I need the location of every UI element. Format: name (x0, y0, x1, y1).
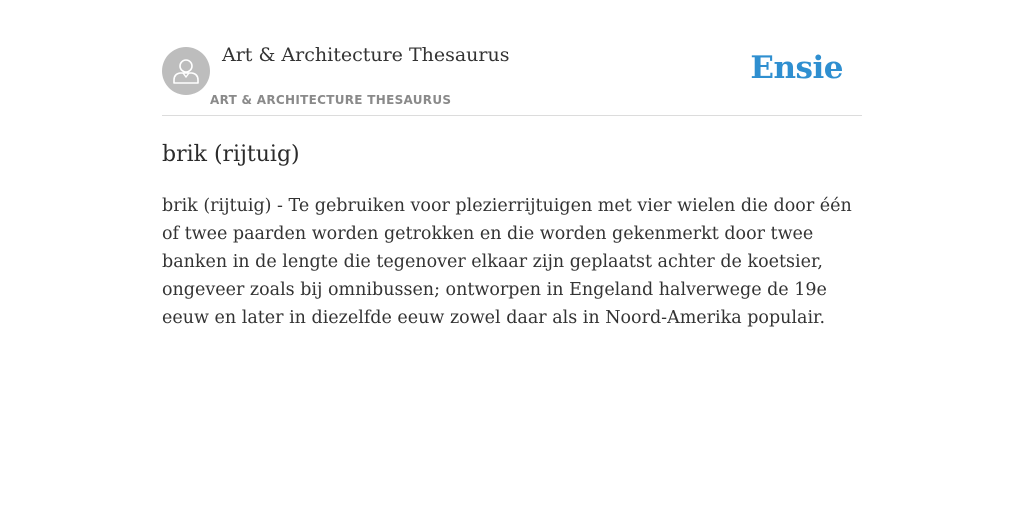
user-avatar-icon (162, 47, 210, 95)
source-header (162, 0, 862, 116)
entry-title: brik (rijtuig) (162, 142, 300, 167)
entry-definition: brik (rijtuig) - Te gebruiken voor plezierrijtuigen met vier wielen die door één of twee paarden worden getrokken en die worden gekenmerkt door twee banken in de lengte die tegenover elkaar zijn geplaatst achter de koetsier, ongeveer zoals bij omnibussen; ontworpen in Engeland halverwege de 19e eeuw en later in diezelfde eeuw zowel daar als in Noord-Amerika populair. (162, 196, 852, 328)
ensie-logo[interactable]: Ensie (750, 50, 843, 86)
source-title-link[interactable]: Art & Architecture Thesaurus (222, 44, 510, 66)
source-subtitle[interactable]: ART & ARCHITECTURE THESAURUS (210, 93, 452, 107)
avatar[interactable] (162, 47, 210, 95)
page (162, 0, 862, 332)
